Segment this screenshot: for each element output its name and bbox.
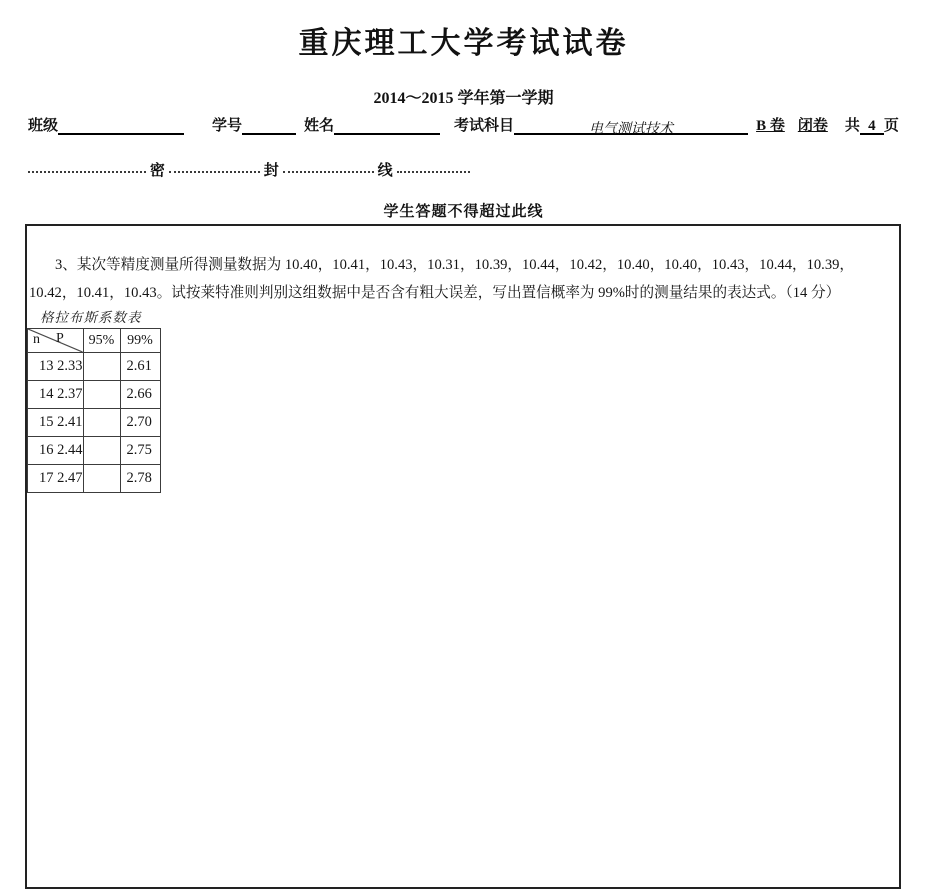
seal-line: [28, 158, 470, 180]
student-info-row: [28, 114, 903, 135]
p95-value: 2.37: [57, 386, 83, 402]
n-p95-cell: [28, 381, 84, 409]
p95-value: 2.41: [57, 414, 83, 430]
empty-cell: [83, 437, 120, 465]
semester-subtitle: 2014～2015 学年第一学期: [373, 90, 554, 107]
empty-cell: [83, 381, 120, 409]
corner-col-label: P: [56, 331, 64, 346]
empty-cell: [83, 353, 120, 381]
n-value: 14: [39, 386, 54, 402]
table-row: [28, 465, 161, 493]
p95-value: 2.33: [57, 358, 83, 374]
answer-area: [25, 224, 901, 889]
n-p95-cell: [28, 353, 84, 381]
question-text-line1: 3、某次等精度测量所得测量数据为 10.40，10.41，10.43，10.31，10.39，10.44，10.42，10.40，10.40，10.43，10.44，10.39，: [55, 257, 855, 273]
n-p95-cell: [28, 409, 84, 437]
header-99: 99%: [120, 329, 160, 353]
class-label: 班级: [28, 118, 59, 134]
table-row: [28, 381, 161, 409]
p99-cell: 2.78: [120, 465, 160, 493]
class-blank-field: [58, 118, 184, 135]
p99-cell: 2.75: [120, 437, 160, 465]
empty-cell: [83, 465, 120, 493]
n-value: 13: [39, 358, 54, 374]
page-count: [845, 114, 899, 135]
grubbs-table: [27, 328, 161, 493]
pages-prefix: 共: [844, 118, 860, 134]
name-label: 姓名: [304, 118, 335, 134]
seal-char-xian: 线: [377, 162, 393, 179]
page-title: 重庆理工大学考试试卷: [298, 27, 629, 60]
n-value: 16: [39, 442, 54, 458]
n-value: 15: [39, 414, 54, 430]
p99-cell: 2.66: [120, 381, 160, 409]
answer-boundary-label: 学生答题不得超过此线: [383, 204, 544, 220]
n-value: 17: [39, 470, 54, 486]
seal-char-feng: 封: [263, 162, 279, 179]
empty-cell: [83, 409, 120, 437]
exam-mode-badge: 闭卷: [797, 118, 828, 134]
student-id-label: 学号: [212, 118, 243, 134]
p99-cell: 2.70: [120, 409, 160, 437]
name-blank-field: [334, 118, 440, 135]
paper-type-badge: B 卷: [756, 118, 785, 134]
student-id-blank-field: [242, 118, 296, 135]
pages-count-value: 4: [868, 118, 876, 134]
corner-row-label: n: [33, 332, 40, 347]
seal-dots: [397, 165, 470, 173]
subject-label: 考试科目: [454, 118, 515, 134]
seal-char-mi: 密: [149, 162, 165, 179]
question-text: [29, 251, 901, 307]
question-text-line2: 10.42，10.41，10.43。试按莱特准则判别这组数据中是否含有粗大误差，写出置信概率为 99%时的测量结果的表达式。（14 分）: [29, 285, 841, 301]
table-corner-cell: [28, 329, 84, 353]
header-95: 95%: [83, 329, 120, 353]
pages-count-field: [860, 118, 884, 135]
subject-field: [514, 118, 748, 135]
pages-suffix: 页: [883, 118, 899, 134]
n-p95-cell: [28, 437, 84, 465]
table-row: [28, 409, 161, 437]
table-row: [28, 353, 161, 381]
table-header-row: [28, 329, 161, 353]
subject-value: 电气测试技术: [589, 122, 674, 137]
p95-value: 2.47: [57, 470, 83, 486]
table-row: [28, 437, 161, 465]
seal-dots: [28, 165, 146, 173]
seal-dots: [283, 165, 374, 173]
p95-value: 2.44: [57, 442, 83, 458]
n-p95-cell: [28, 465, 84, 493]
grubbs-table-caption: 格拉布斯系数表: [40, 310, 142, 325]
seal-dots: [169, 165, 260, 173]
p99-cell: 2.61: [120, 353, 160, 381]
